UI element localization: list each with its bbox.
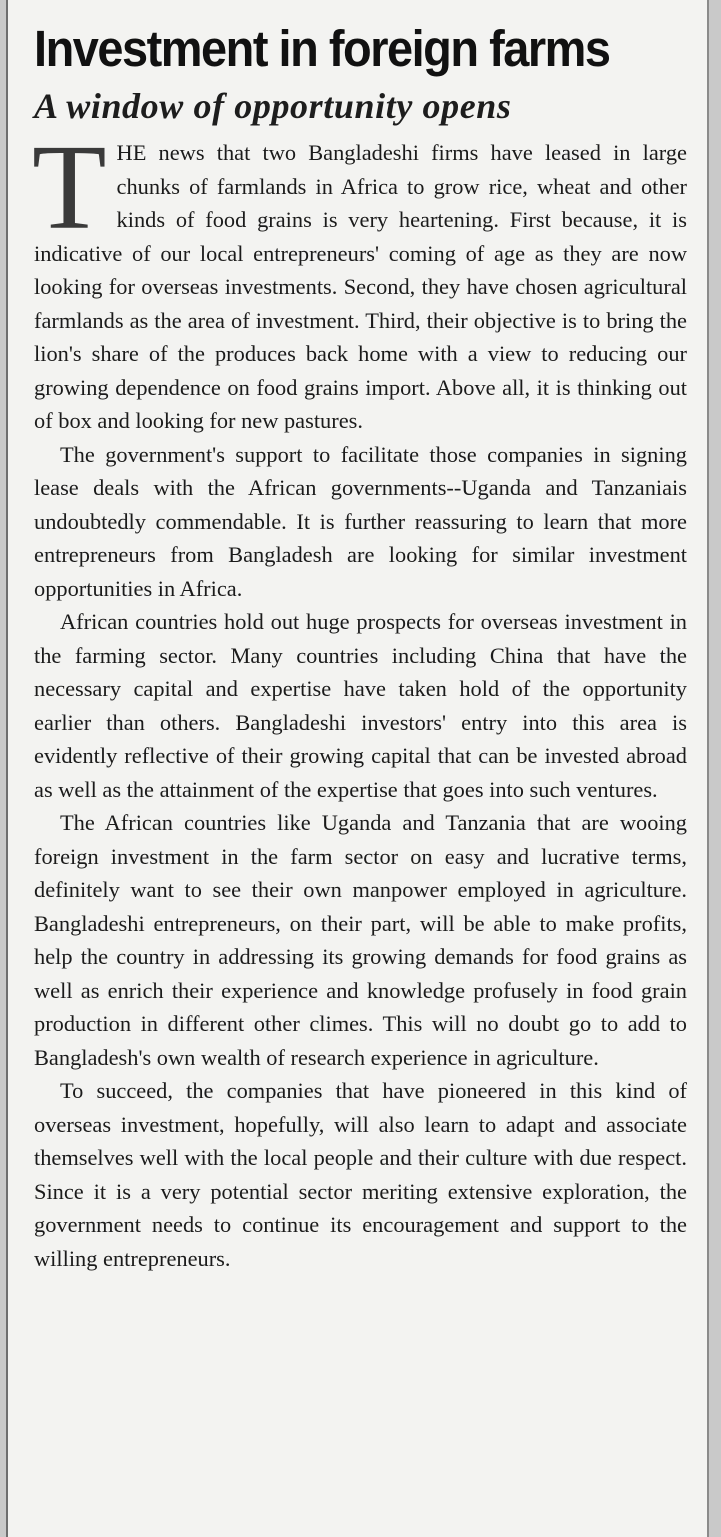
newspaper-page [6,0,709,1537]
headline: Investment in foreign farms [34,20,610,77]
paragraph-3: African countries hold out huge prospects for overseas investment in the farming sector. Many countries including China that have the necessary capital and expertise have taken hold of the opportunity earlier than others. Bangladeshi investors' entry into this area is evidently reflective of their growing capital that can be invested abroad as well as the attainment of the expertise that goes into such ventures. [34,609,687,802]
drop-cap: T [32,120,107,255]
paragraph-1 [32,120,687,438]
paragraph-1-text: HE news that two Bangladeshi firms have leased in large chunks of farmlands in Africa to grow rice, wheat and other kinds of food grains is very heartening. First because, it is indicative of our local entrepreneurs' coming of age as they are now looking for overseas investments. Second, they have chosen agricultural farmlands as the area of investment. Third, their objective is to bring the lion's share of the produces back home with a view to reducing our growing dependence on food grains import. Above all, it is thinking out of box and looking for new pastures. [34,140,687,433]
paragraph-2: The government's support to facilitate those companies in signing lease deals with the African governments--Uganda and Tanzaniais undoubtedly commendable. It is further reassuring to learn that more entrepreneurs from Bangladesh are looking for similar investment opportunities in Africa. [34,441,687,601]
paragraph-4: The African countries like Uganda and Tanzania that are wooing foreign investment in the farm sector on easy and lucrative terms, definitely want to see their own manpower employed in agriculture. Bangladeshi entrepreneurs, on their part, will be able to make profits, help the country in addressing its growing demands for food grains as well as enrich their experience and knowledge profusely in food grain production in different other climes. This will no doubt go to add to Bangladesh's own wealth of research experience in agriculture. [34,810,687,1070]
article-body [32,120,687,1275]
paragraph-5: To succeed, the companies that have pioneered in this kind of overseas investment, hopefully, will also learn to adapt and associate themselves well with the local people and their culture with due respect. Since it is a very potential sector meriting extensive exploration, the government needs to continue its encouragement and support to the willing entrepreneurs. [34,1078,687,1271]
subheadline: A window of opportunity opens [34,86,512,126]
